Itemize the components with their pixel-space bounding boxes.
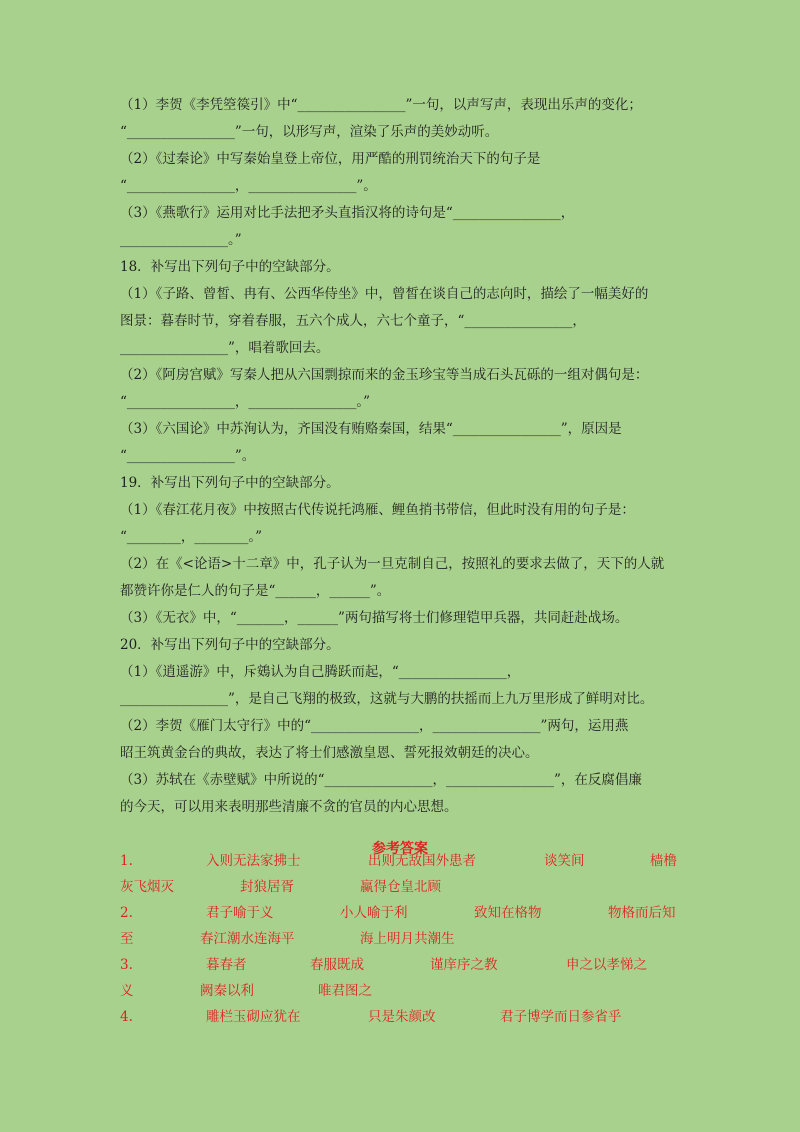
answer-item: 阙秦以利 [200, 983, 254, 999]
question-line: ________________。” [120, 232, 242, 248]
question-line: 图景：暮春时节，穿着春服，五六个成人，六七个童子，“________________， [120, 313, 586, 329]
answer-number: 4. [120, 1009, 133, 1025]
answer-number: 3. [120, 957, 133, 973]
answer-item: 义 [120, 983, 134, 999]
question-line: 都赞许你是仁人的句子是“______，______”。 [120, 583, 391, 599]
answer-item: 谈笑间 [544, 853, 585, 869]
answer-item: 物格而后知 [608, 905, 676, 921]
question-line: “________，________。” [120, 529, 263, 545]
question-line: （2）《阿房宫赋》写秦人把从六国剽掠而来的金玉珍宝等当成石头瓦砾的一组对偶句是： [120, 367, 649, 383]
question-line: （2）李贺《雁门太守行》中的“________________，________________”两句，运用燕 [120, 718, 629, 734]
answer-item: 暮春者 [206, 957, 247, 973]
answer-item: 小人喻于利 [340, 905, 408, 921]
answer-number: 2. [120, 905, 133, 921]
answer-item: 春服既成 [310, 957, 364, 973]
question-line: “________________，________________。” [120, 394, 371, 410]
question-line: （3）《六国论》中苏洵认为，齐国没有贿赂秦国，结果“________________”，原因是 [120, 421, 622, 437]
answer-line [120, 874, 700, 900]
answer-line [120, 848, 700, 874]
answer-item: 只是朱颜改 [368, 1009, 436, 1025]
answer-line [120, 926, 700, 952]
question-line: （3）苏轼在《赤壁赋》中所说的“________________，________________”，在反腐倡廉 [120, 772, 642, 788]
question-line: “________________，________________”。 [120, 178, 377, 194]
question-line: （1）《春江花月夜》中按照古代传说托鸿雁、鲤鱼捎书带信，但此时没有用的句子是： [120, 502, 635, 518]
question-line: （2）在《<论语>十二章》中，孔子认为一旦克制自己，按照礼的要求去做了，天下的人就 [120, 556, 665, 572]
question-line: “________________”。 [120, 448, 256, 464]
answer-line [120, 978, 700, 1004]
answer-line [120, 1004, 700, 1030]
question-line: ________________”，是自己飞翔的极致，这就与大鹏的扶摇而上九万里形成了鲜明对比。 [120, 691, 654, 707]
answer-item: 封狼居胥 [240, 879, 294, 895]
question-line: 的今天，可以用来表明那些清廉不贪的官员的内心思想。 [120, 799, 458, 815]
question-line: （1）《子路、曾皙、冉有、公西华侍坐》中，曾皙在谈自己的志向时，描绘了一幅美好的 [120, 286, 649, 302]
answers-title: 参考答案 [372, 841, 428, 857]
answer-item: 唯君图之 [318, 983, 372, 999]
question-line: 昭王筑黄金台的典故，表达了将士们感激皇恩、誓死报效朝廷的决心。 [120, 745, 539, 761]
answer-item: 谨庠序之教 [430, 957, 498, 973]
answer-item: 出则无敌国外患者 [368, 853, 476, 869]
question-line: （2）《过秦论》中写秦始皇登上帝位，用严酷的刑罚统治天下的句子是 [120, 151, 541, 167]
answer-item: 申之以孝悌之 [566, 957, 647, 973]
answer-item: 入则无法家拂士 [206, 853, 301, 869]
answer-item: 灰飞烟灭 [120, 879, 174, 895]
question-line: “________________”一句，以形写声，渲染了乐声的美妙动听。 [120, 124, 499, 140]
question-line: （1）李贺《李凭箜篌引》中“________________”一句，以声写声，表现出乐声的变化； [120, 97, 642, 113]
question-heading-19: 19．补写出下列句子中的空缺部分。 [120, 475, 340, 491]
question-line: （3）《燕歌行》运用对比手法把矛头直指汉将的诗句是“________________， [120, 205, 575, 221]
answer-item: 樯橹 [650, 853, 677, 869]
answer-item: 雕栏玉砌应犹在 [206, 1009, 301, 1025]
answer-item: 君子喻于义 [206, 905, 274, 921]
answer-line [120, 952, 700, 978]
answer-item: 君子博学而日参省乎 [500, 1009, 622, 1025]
answer-item: 至 [120, 931, 134, 947]
question-line: （1）《逍遥游》中，斥鴳认为自己腾跃而起，“________________， [120, 664, 521, 680]
questions-section [120, 92, 684, 821]
answer-number: 1. [120, 853, 133, 869]
answer-item: 赢得仓皇北顾 [360, 879, 441, 895]
question-heading-18: 18．补写出下列句子中的空缺部分。 [120, 259, 340, 275]
question-heading-20: 20．补写出下列句子中的空缺部分。 [120, 637, 340, 653]
answers-section [120, 848, 700, 1030]
answer-item: 春江潮水连海平 [200, 931, 295, 947]
answer-item: 海上明月共潮生 [360, 931, 455, 947]
answer-line [120, 900, 700, 926]
answer-item: 致知在格物 [474, 905, 542, 921]
question-line: ________________”，唱着歌回去。 [120, 340, 330, 356]
question-line: （3）《无衣》中，“_______，______”两句描写将士们修理铠甲兵器，共同赶赴战场。 [120, 610, 629, 626]
